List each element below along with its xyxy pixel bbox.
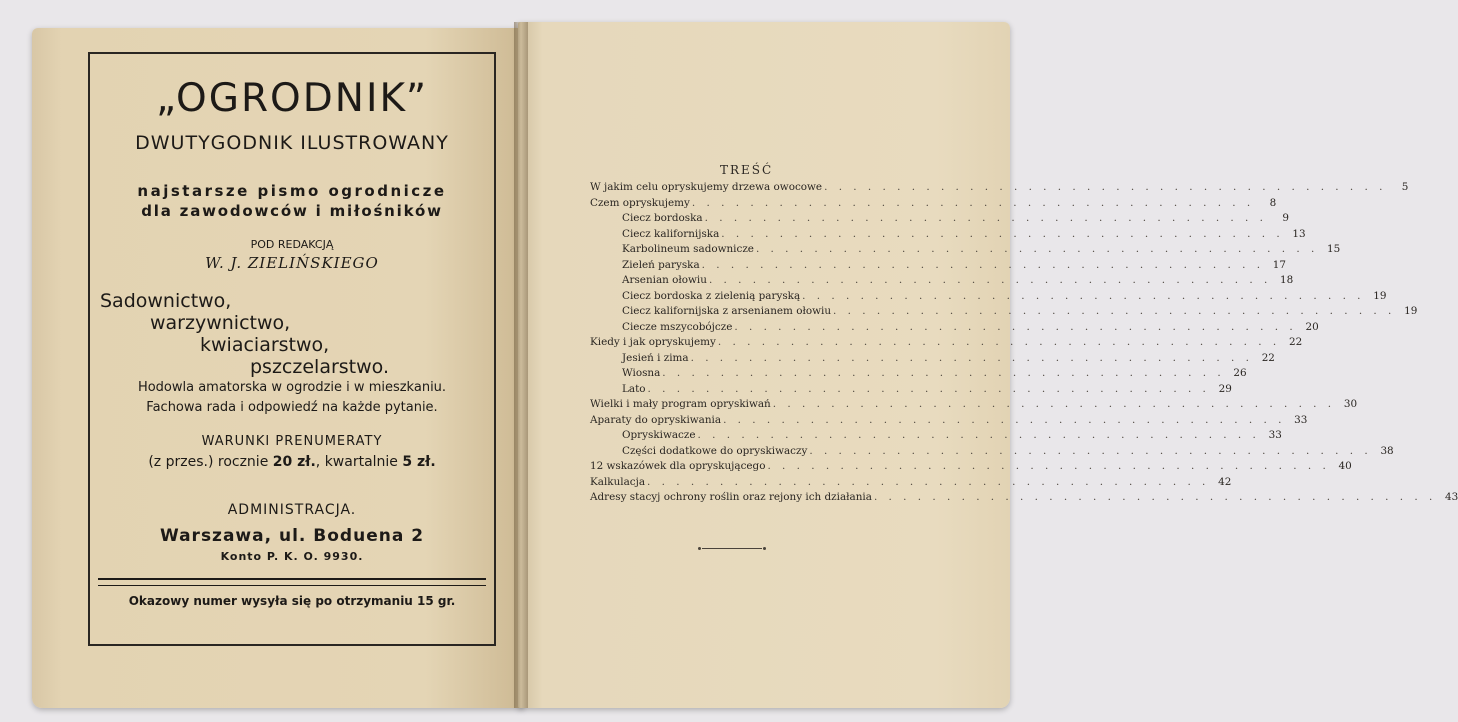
toc-leader-dots: . . . . . . . . . . . . . . . . . . . . . . . . . . . . . . . . . . . . . . . — [662, 367, 1225, 379]
toc-entry — [590, 304, 1418, 320]
toc-entry-page: 5 — [1401, 181, 1409, 193]
toc-entry-page: 43 — [1445, 491, 1458, 503]
toc-entry-page: 18 — [1280, 274, 1294, 286]
toc-entry — [590, 258, 1286, 274]
toc-leader-dots: . . . . . . . . . . . . . . . . . . . . . . . . . . . . . . . . . . . . . . . — [704, 212, 1267, 224]
toc-entry-page: 29 — [1218, 382, 1232, 395]
toc-leader-dots: . . . . . . . . . . . . . . . . . . . . . . . . . . . . . . . . . . . . . . . — [690, 351, 1253, 364]
toc-leader-dots: . . . . . . . . . . . . . . . . . . . . . . . . . . . . . . . . . . . . . . . — [691, 196, 1255, 209]
advertisement-frame — [88, 52, 496, 646]
toc-entry-page: 19 — [1373, 289, 1387, 302]
toc-leader-dots: . . . . . . . . . . . . . . . . . . . . . . . . . . . . . . . . . . . . . . . — [767, 460, 1330, 472]
toc-entry-page: 15 — [1327, 243, 1341, 255]
toc-entry-page: 22 — [1261, 351, 1275, 364]
editorial-label: POD REDAKCJĄ — [250, 238, 334, 251]
administration-heading: ADMINISTRACJA. — [227, 502, 357, 518]
quarterly-price: 5 zł. — [402, 454, 436, 470]
tagline-line-2: dla zawodowców i miłośników — [141, 202, 443, 220]
toc-entry — [590, 428, 1282, 444]
toc-leader-dots: . . . . . . . . . . . . . . . . . . . . . . . . . . . . . . . . . . . . . . . — [873, 491, 1437, 503]
toc-entry-page: 22 — [1288, 336, 1303, 348]
toc-leader-dots: . . . . . . . . . . . . . . . . . . . . . . . . . . . . . . . . . . . . . . . — [701, 258, 1264, 271]
toc-entry-page: 19 — [1404, 305, 1418, 317]
toc-entry-label: Części dodatkowe do opryskiwaczy — [622, 444, 808, 457]
toc-entry — [590, 227, 1306, 243]
toc-entry-label: Ciecz bordoska — [622, 212, 703, 224]
toc-leader-dots: . . . . . . . . . . . . . . . . . . . . . . . . . . . . . . . . . . . . . . . — [809, 444, 1372, 457]
toc-entry-label: Opryskiwacze — [622, 429, 696, 441]
toc-entry-label: Aparaty do opryskiwania — [590, 413, 722, 426]
toc-entry — [590, 242, 1341, 258]
table-of-contents — [590, 180, 1458, 506]
toc-leader-dots: . . . . . . . . . . . . . . . . . . . . . . . . . . . . . . . . . . . . . . . — [833, 305, 1396, 317]
toc-entry-label: Kiedy i jak opryskujemy — [590, 336, 716, 348]
toc-entry — [590, 459, 1352, 475]
yearly-price: 20 zł. — [272, 454, 316, 470]
toc-entry-label: Czem opryskujemy — [590, 196, 690, 209]
toc-entry-page: 20 — [1305, 320, 1319, 333]
toc-leader-dots: . . . . . . . . . . . . . . . . . . . . . . . . . . . . . . . . . . . . . . . — [708, 274, 1272, 286]
toc-entry — [590, 382, 1232, 398]
toc-entry — [590, 444, 1394, 460]
toc-entry — [590, 490, 1458, 506]
toc-entry — [590, 335, 1303, 351]
toc-leader-dots: . . . . . . . . . . . . . . . . . . . . . . . . . . . . . . . . . . . . . . . — [697, 429, 1260, 441]
toc-leader-dots: . . . . . . . . . . . . . . . . . . . . . . . . . . . . . . . . . . . . . . . — [802, 289, 1365, 302]
toc-entry — [590, 351, 1275, 367]
toc-entry — [590, 196, 1277, 212]
description-line-2: Fachowa rada i odpowiedź na każde pytanie. — [146, 400, 438, 415]
toc-entry — [590, 413, 1308, 429]
toc-leader-dots: . . . . . . . . . . . . . . . . . . . . . . . . . . . . . . . . . . . . . . . — [647, 475, 1210, 488]
toc-entry-page: 33 — [1294, 413, 1308, 426]
toc-entry — [590, 289, 1387, 305]
toc-entry-page: 30 — [1343, 398, 1358, 410]
topic-item: warzywnictwo, — [150, 312, 291, 334]
toc-entry-label: Wiosna — [622, 367, 661, 379]
toc-entry-label: Ciecz kalifornijska z arsenianem ołowiu — [622, 305, 832, 317]
toc-entry — [590, 273, 1294, 289]
subscription-terms — [90, 454, 494, 470]
magazine-subtitle: DWUTYGODNIK ILUSTROWANY — [135, 132, 449, 154]
toc-leader-dots: . . . . . . . . . . . . . . . . . . . . . . . . . . . . . . . . . . . . . . . — [772, 398, 1336, 410]
toc-leader-dots: . . . . . . . . . . . . . . . . . . . . . . . . . . . . . . . . . . . . . . . — [755, 243, 1319, 255]
toc-entry — [590, 180, 1409, 196]
toc-entry-page: 17 — [1272, 258, 1286, 271]
toc-entry — [590, 366, 1247, 382]
magazine-title: „OGRODNIK” — [155, 76, 429, 121]
toc-leader-dots: . . . . . . . . . . . . . . . . . . . . . . . . . . . . . . . . . . . . . . . — [723, 413, 1286, 426]
topic-item: pszczelarstwo. — [250, 356, 389, 378]
editor-name: W. J. ZIELIŃSKIEGO — [205, 254, 379, 272]
toc-entry-label: Ciecz bordoska z zielenią paryską — [622, 289, 801, 302]
subscription-heading: WARUNKI PRENUMERATY — [201, 434, 383, 449]
toc-leader-dots: . . . . . . . . . . . . . . . . . . . . . . . . . . . . . . . . . . . . . . . — [717, 336, 1281, 348]
terms-text: (z przes.) rocznie — [148, 454, 273, 470]
toc-entry-label: 12 wskazówek dla opryskującego — [590, 460, 766, 472]
toc-leader-dots: . . . . . . . . . . . . . . . . . . . . . . . . . . . . . . . . . . . . . . . — [734, 320, 1297, 333]
toc-entry-label: W jakim celu opryskujemy drzewa owocowe — [590, 181, 823, 193]
bank-account: Konto P. K. O. 9930. — [220, 550, 364, 563]
toc-end-ornament — [702, 548, 762, 549]
toc-entry-label: Zieleń paryska — [622, 258, 700, 271]
toc-entry — [590, 211, 1289, 227]
toc-entry-label: Adresy stacyj ochrony roślin oraz rejony ich działania — [590, 491, 872, 503]
toc-entry-page: 8 — [1269, 196, 1277, 209]
toc-entry — [590, 397, 1358, 413]
toc-entry-label: Kalkulacja — [590, 475, 646, 488]
book-gutter — [514, 22, 528, 708]
toc-entry-page: 38 — [1380, 444, 1394, 457]
toc-entry — [590, 320, 1319, 336]
toc-leader-dots: . . . . . . . . . . . . . . . . . . . . . . . . . . . . . . . . . . . . . . . — [721, 227, 1284, 240]
toc-entry-page: 40 — [1338, 460, 1352, 472]
tagline-line-1: najstarsze pismo ogrodnicze — [137, 182, 447, 200]
toc-leader-dots: . . . . . . . . . . . . . . . . . . . . . . . . . . . . . . . . . . . . . . . — [647, 382, 1210, 395]
toc-title: TREŚĆ — [720, 163, 774, 177]
toc-entry-label: Wielki i mały program opryskiwań — [590, 398, 771, 410]
toc-entry-label: Ciecz kalifornijska — [622, 227, 720, 240]
double-rule-divider — [98, 578, 486, 586]
toc-entry-page: 26 — [1233, 367, 1247, 379]
toc-entry-page: 13 — [1292, 227, 1306, 240]
toc-leader-dots: . . . . . . . . . . . . . . . . . . . . . . . . . . . . . . . . . . . . . . . — [824, 181, 1387, 193]
administration-address: Warszawa, ul. Boduena 2 — [159, 526, 425, 546]
description-line-1: Hodowla amatorska w ogrodzie i w mieszkaniu. — [137, 380, 447, 395]
topic-item: kwiaciarstwo, — [200, 334, 330, 356]
toc-entry-label: Lato — [622, 382, 646, 395]
toc-entry-label: Ciecze mszycobójcze — [622, 320, 733, 333]
sample-issue-note: Okazowy numer wysyła się po otrzymaniu 15 gr. — [128, 594, 456, 608]
toc-entry — [590, 475, 1232, 491]
toc-entry-page: 33 — [1268, 429, 1282, 441]
toc-entry-label: Arsenian ołowiu — [622, 274, 707, 286]
toc-entry-page: 9 — [1282, 212, 1289, 224]
topic-item: Sadownictwo, — [100, 290, 232, 312]
toc-entry-page: 42 — [1218, 475, 1232, 488]
toc-entry-label: Karbolineum sadownicze — [622, 243, 754, 255]
toc-entry-label: Jesień i zima — [622, 351, 689, 364]
terms-text: , kwartalnie — [315, 454, 403, 470]
